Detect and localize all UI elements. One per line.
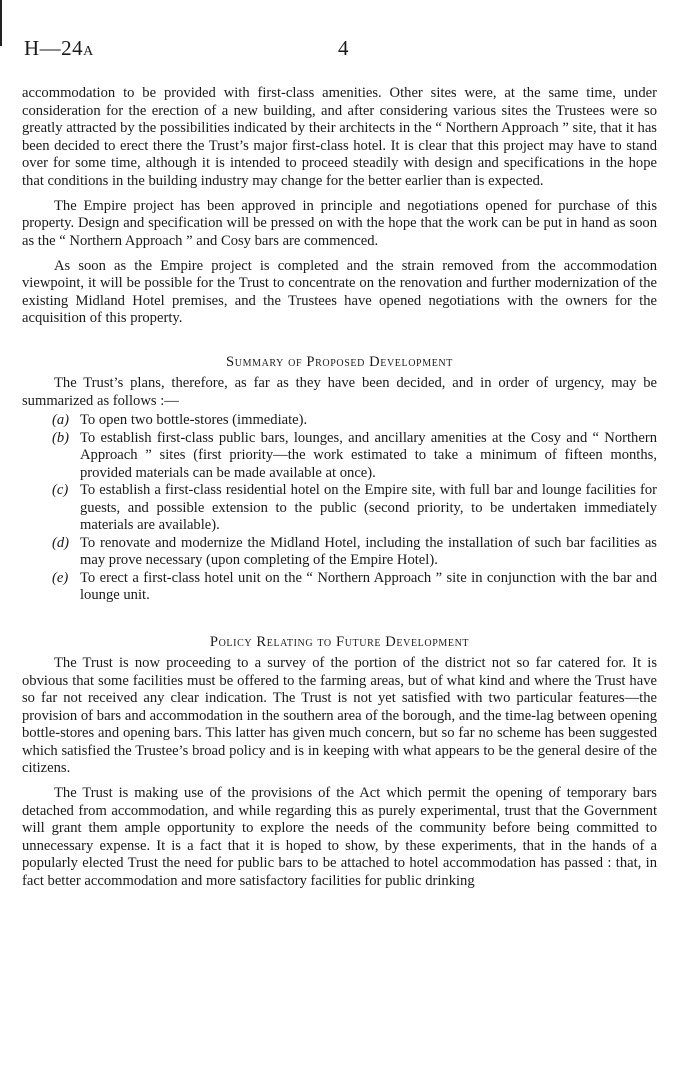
development-list xyxy=(22,412,657,605)
list-item xyxy=(22,482,657,535)
list-item-text: To establish a first-class residential hotel on the Empire site, with full bar and lounge facilities for guests, and possible extension to the public (second priority, to be undertaken immediately materials are available). xyxy=(80,482,657,533)
list-item-label: (e) xyxy=(52,569,69,586)
summary-intro: The Trust’s plans, therefore, as far as they have been decided, and in order of urgency, may be summarized as follows :— xyxy=(22,375,657,409)
section-heading-policy: Policy Relating to Future Development xyxy=(209,633,470,650)
list-item-label: (b) xyxy=(52,429,70,446)
doc-ref-main: H—24 xyxy=(24,36,84,60)
body-text xyxy=(22,85,657,898)
list-item-label: (a) xyxy=(52,412,70,428)
section-heading-summary: Summary of Proposed Development xyxy=(226,353,453,370)
list-item-text: To renovate and modernize the Midland Hotel, including the installation of such bar facilities as may prove necessary (upon completing of the Empire Hotel). xyxy=(80,534,657,568)
list-item-text: To erect a first-class hotel unit on the “ Northern Approach ” site in conjunction with the bar and lounge unit. xyxy=(80,569,657,603)
scan-edge-mark xyxy=(0,0,2,46)
list-item-label: (c) xyxy=(52,482,69,498)
list-item-text: To open two bottle-stores (immediate). xyxy=(80,412,308,428)
list-item xyxy=(22,412,657,430)
paragraph-midland-hotel: As soon as the Empire project is completed and the strain removed from the accommodation viewpoint, it will be possible for the Trust to concentrate on the renovation and further modernization of the existing Midland Hotel premises, and the Trustees have opened negotiations with the owners for the acquisition of this property. xyxy=(22,257,657,326)
paragraph-temporary-bars: The Trust is making use of the provisions of the Act which permit the opening of temporary bars detached from accommodation, and while regarding this as purely experimental, trust that the Government will grant them ample opportunity to explore the needs of the community before being committed to unnecessary expense. It is a fact that it is hoped to show, by these experiments, that in the hands of a popularly elected Trust the need for public bars to be attached to hotel accommodation has passed : that, in fact better accommodation and more satisfactory facilities for public drinking xyxy=(22,785,657,889)
list-item-text: To establish first-class public bars, lounges, and ancillary amenities at the Cosy and “ Northern Approach ” sites (first priority—the work estimated to take a minimum of fifteen months, provided materials can be made available at once). xyxy=(80,429,657,481)
doc-ref-suffix: A xyxy=(83,44,94,59)
list-item xyxy=(22,535,657,570)
list-item xyxy=(22,430,657,483)
paragraph-survey: The Trust is now proceeding to a survey of the portion of the district not so far catered for. It is obvious that some facilities must be offered to the farming areas, but of what kind and where the Trust have so far not received any clear indication. The Trust is not yet satisfied with two particular features—the provision of bars and accommodation in the southern area of the borough, and the time-lag between opening bottle-stores and opening bars. This latter has given much concern, but so far no scheme has been suggested which satisfied the Trustee’s broad policy and is in keeping with what appears to be the general desire of the citizens. xyxy=(22,655,657,776)
paragraph-empire-project: The Empire project has been approved in principle and negotiations opened for purchase of this property. Design and specification will be pressed on with the hope that the work can be put in hand as soon as the “ Northern Approach ” and Cosy bars are commenced. xyxy=(22,197,657,249)
paragraph-continued: accommodation to be provided with first-class amenities. Other sites were, at the same time, under consideration for the erection of a new building, and after considering various sites the Trustees were so greatly attracted by the possibilities indicated by their architects in the “ Northern Approach ” site, that it has been decided to erect there the Trust’s major first-class hotel. It is clear that this project may have to stand over for some time, although it is intended to proceed steadily with design and specifications in the hope that conditions in the building industry may change for the better earlier than is expected. xyxy=(22,85,657,189)
document-reference xyxy=(24,36,94,61)
page-number: 4 xyxy=(338,36,349,60)
list-item-label: (d) xyxy=(52,534,70,551)
list-item xyxy=(22,570,657,605)
